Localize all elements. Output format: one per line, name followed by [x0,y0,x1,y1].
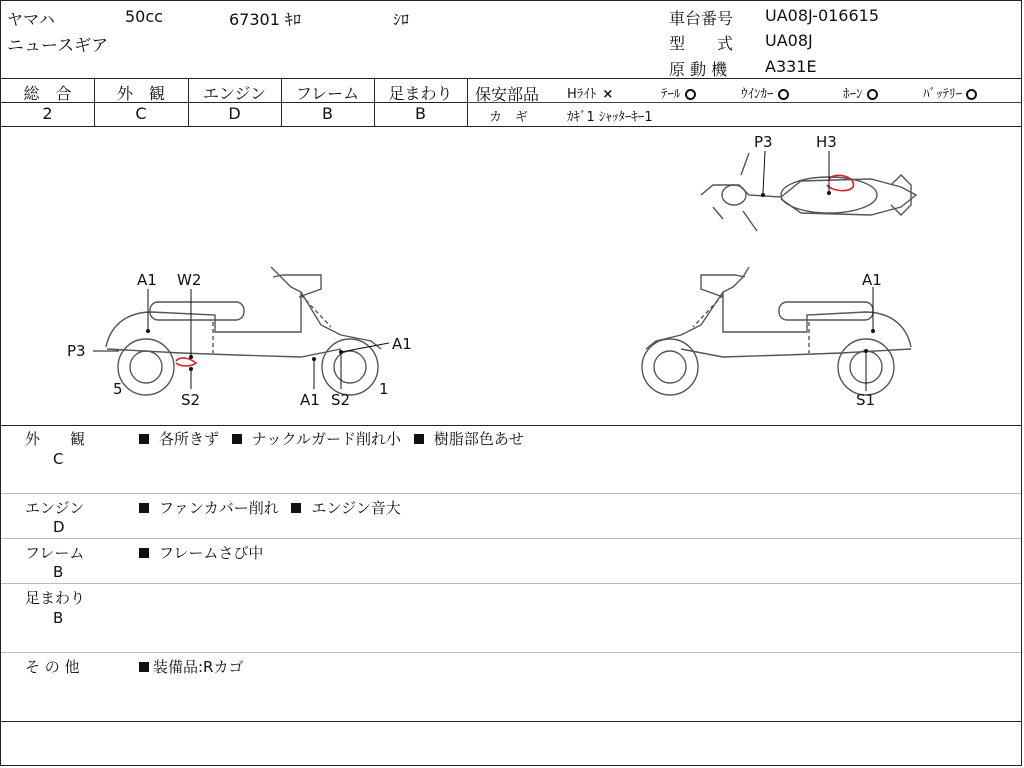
remark-category: エンジン [25,499,85,517]
label-left-a1-front: A1 [392,335,412,353]
safety-item-winker: ｳｲﾝｶｰ [741,83,789,102]
type-value: UA08J [765,31,813,50]
grade-label-engine: エンジン [202,84,267,103]
remark-category: フレーム [25,544,85,562]
label-left-s2-rear: S2 [181,391,201,409]
label-left-1: 1 [379,380,389,398]
label-top-h3: H3 [816,133,837,151]
circle-mark-icon [685,89,696,100]
remark-category: 足まわり [25,589,86,607]
mileage: 67301 ｷﾛ [229,10,301,29]
safety-item-battery: ﾊﾞｯﾃﾘｰ [923,83,977,102]
engine-label: 原 動 機 [669,60,728,79]
label-right-a1: A1 [862,271,882,289]
grade-value-exterior: C [135,104,147,123]
bullet-square-icon [291,503,301,513]
grades-top-border [1,78,1021,79]
color: ｼﾛ [393,10,410,29]
safety-item-horn: ﾎｰﾝ [843,83,878,102]
bullet-square-icon [139,503,149,513]
label-top-p3: P3 [754,133,773,151]
remarks-bottom-border [1,721,1021,722]
grade-value-frame: B [322,104,333,123]
label-left-5: 5 [113,380,123,398]
frame-no-label: 車台番号 [669,9,734,28]
remark-grade: C [53,450,64,468]
remark-category: 外 観 [25,430,86,448]
remark-grade: B [53,563,64,581]
bullet-square-icon [414,434,424,444]
grade-label-overall: 総 合 [23,84,72,103]
type-label: 型 式 [669,34,734,53]
circle-mark-icon [867,89,878,100]
safety-label: 保安部品 [475,85,540,104]
remark-category: そ の 他 [25,658,80,676]
key-label: カ ギ [489,110,529,125]
remark-grade: B [53,609,64,627]
engine-value: A331E [765,57,817,76]
safety-item-headlight: Hﾗｲﾄ × [567,87,614,102]
grade-label-suspension: 足まわり [388,84,453,103]
frame-no: UA08J-016615 [765,6,880,25]
cross-icon: × [602,87,614,102]
grade-value-suspension: B [415,104,426,123]
label-left-p3: P3 [67,342,86,360]
model-name: ニュースギア [7,36,109,56]
remark-notes: 各所きず ナックルガード削れ小 樹脂部色あせ [139,428,532,449]
safety-item-tail: ﾃｰﾙ [661,83,696,102]
remark-notes: フレームさび中 [139,542,271,563]
displacement: 50cc [125,7,163,26]
label-left-w2: W2 [177,271,202,289]
scooter-top-view [701,153,916,231]
maker: ヤマハ [7,10,55,29]
circle-mark-icon [778,89,789,100]
bullet-square-icon [139,548,149,558]
grade-label-exterior: 外 観 [116,84,165,103]
bullet-square-icon [232,434,242,444]
damage-mark-left [176,358,196,366]
key-value: ｶｷﾞ1 ｼｬｯﾀｰｷｰ1 [567,110,653,125]
label-right-s1: S1 [856,391,876,409]
remark-notes: ファンカバー削れ エンジン音大 [139,497,409,518]
remarks-top-border [1,425,1021,426]
remark-grade: D [53,518,65,536]
bullet-square-icon [139,434,149,444]
bullet-square-icon [139,662,149,672]
grade-label-frame: フレーム [295,84,360,103]
remark-notes: 装備品:Rカゴ [139,656,251,677]
grade-value-engine: D [228,104,241,123]
label-left-s2-front: S2 [331,391,351,409]
damage-diagram [1,127,1021,425]
label-left-a1-seat: A1 [137,271,157,289]
grade-value-overall: 2 [42,104,53,123]
circle-mark-icon [966,89,977,100]
label-left-a1-floor: A1 [300,391,320,409]
